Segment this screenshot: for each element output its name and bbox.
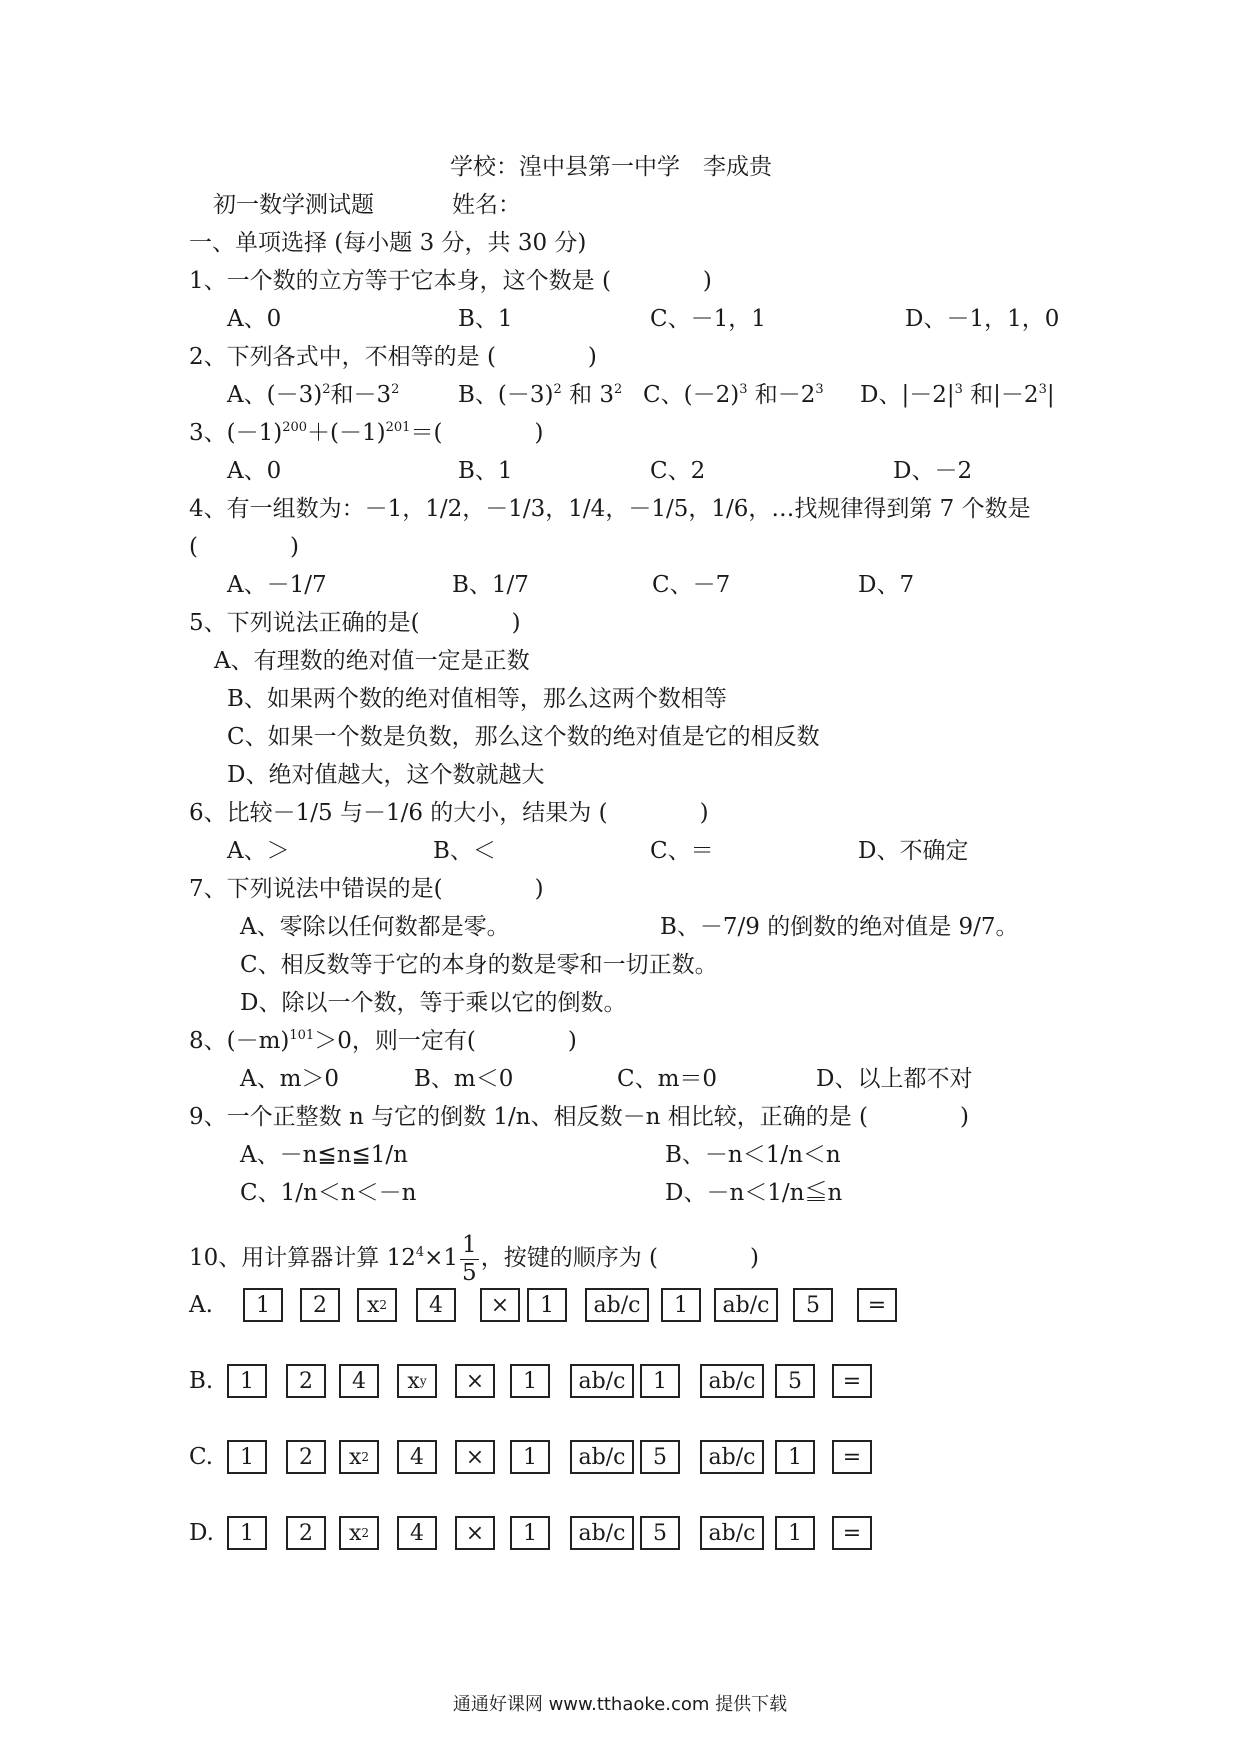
q3-option-b: B、1 [458, 458, 513, 484]
calculator-key: 4 [339, 1364, 379, 1398]
calculator-key: 5 [793, 1288, 833, 1322]
q5-option-d: D、绝对值越大，这个数就越大 [227, 762, 545, 788]
calculator-key: 1 [510, 1516, 550, 1550]
q7-option-c: C、相反数等于它的本身的数是零和一切正数。 [240, 952, 718, 978]
calculator-key: 1 [640, 1364, 680, 1398]
q6-option-d: D、不确定 [858, 838, 969, 864]
q3-option-d: D、－2 [893, 458, 973, 484]
calculator-key: x 2 [357, 1288, 397, 1322]
calculator-key: 4 [397, 1440, 437, 1474]
calculator-key: ab/c [700, 1364, 764, 1398]
calculator-key: × [455, 1364, 495, 1398]
calculator-key: × [480, 1288, 520, 1322]
q10-option-label: C. [189, 1444, 214, 1470]
q4-option-a: A、－1/7 [227, 572, 327, 598]
question-3-stem: 3、$(-1)^{200}+(-1)^{201}=$( ) [189, 420, 544, 446]
footer-credit: 通通好课网 www.tthaoke.com 提供下载 [452, 1694, 788, 1715]
calculator-key: x 2 [339, 1440, 379, 1474]
calculator-key: ab/c [700, 1516, 764, 1550]
q5-option-a: A、有理数的绝对值一定是正数 [214, 648, 530, 674]
school-line: 学校：湟中县第一中学 李成贵 [450, 154, 772, 180]
q8-option-a: A、m＞0 [240, 1066, 340, 1092]
question-4-stem-cont: ( ) [189, 534, 299, 560]
calculator-key: = [857, 1288, 897, 1322]
test-title: 初一数学测试题 [213, 192, 374, 218]
q3-option-a: A、0 [227, 458, 282, 484]
calculator-key: 5 [775, 1364, 815, 1398]
calculator-key: 1 [510, 1440, 550, 1474]
q2-option-c: C、$(-2)^3$ 和$-2^3$ [643, 382, 824, 408]
calculator-key: 2 [286, 1440, 326, 1474]
calculator-key: x 2 [339, 1516, 379, 1550]
q8-option-b: B、m＜0 [414, 1066, 514, 1092]
calculator-key: 4 [416, 1288, 456, 1322]
q4-option-c: C、－7 [652, 572, 731, 598]
calculator-key: 1 [527, 1288, 567, 1322]
q9-option-b: B、－n＜1/n＜n [665, 1142, 841, 1168]
q8-option-c: C、m＝0 [617, 1066, 718, 1092]
calculator-key: 1 [227, 1440, 267, 1474]
calculator-key: 2 [286, 1364, 326, 1398]
q3-option-c: C、2 [650, 458, 706, 484]
calculator-key: 1 [510, 1364, 550, 1398]
calculator-key: ab/c [570, 1440, 634, 1474]
q6-option-a: A、＞ [227, 838, 290, 864]
calculator-key: = [832, 1364, 872, 1398]
calculator-key: 1 [661, 1288, 701, 1322]
q8-option-d: D、以上都不对 [816, 1066, 973, 1092]
q10-option-label: B. [189, 1368, 214, 1394]
section-heading: 一、单项选择 (每小题 3 分，共 30 分) [189, 230, 587, 256]
q2-option-d: D、$|-2|^3$ 和$|-2^3|$ [860, 382, 1055, 408]
q4-option-b: B、1/7 [452, 572, 529, 598]
calculator-key: × [455, 1440, 495, 1474]
calculator-key: ab/c [714, 1288, 778, 1322]
q9-option-a: A、－n≦n≦1/n [240, 1142, 408, 1168]
calculator-key: ab/c [585, 1288, 649, 1322]
question-10-stem: 10、用计算器计算 $12^4\times 1$ $\frac{1}{5}$ ，按键的顺序为 ( ) [189, 1231, 759, 1286]
question-7-stem: 7、下列说法中错误的是( ) [189, 876, 544, 902]
q1-option-b: B、1 [458, 306, 513, 332]
calculator-key: 1 [775, 1516, 815, 1550]
calculator-key: ab/c [570, 1364, 634, 1398]
q1-option-c: C、－1，1 [650, 306, 766, 332]
calculator-key: 5 [640, 1516, 680, 1550]
question-6-stem: 6、比较－1/5 与－1/6 的大小，结果为 ( ) [189, 800, 709, 826]
question-4-stem: 4、有一组数为：－1，1/2，－1/3，1/4，－1/5，1/6，…找规律得到第 7 个数是 [189, 496, 1031, 522]
question-1-stem: 1、一个数的立方等于它本身，这个数是 ( ) [189, 268, 712, 294]
calculator-key: × [455, 1516, 495, 1550]
question-9-stem: 9、一个正整数 n 与它的倒数 1/n、相反数－n 相比较，正确的是 ( ) [189, 1104, 969, 1130]
q1-option-a: A、0 [227, 306, 282, 332]
calculator-key: 2 [286, 1516, 326, 1550]
q4-option-d: D、7 [858, 572, 915, 598]
q7-option-b: B、－7/9 的倒数的绝对值是 9/7。 [660, 914, 1019, 940]
calculator-key: ab/c [570, 1516, 634, 1550]
mixed-fraction: $\frac{1}{5}$ [462, 1231, 477, 1286]
calculator-key: = [832, 1516, 872, 1550]
calculator-key: 1 [227, 1516, 267, 1550]
q10-option-label: D. [189, 1520, 214, 1546]
question-5-stem: 5、下列说法正确的是( ) [189, 610, 521, 636]
q5-option-c: C、如果一个数是负数，那么这个数的绝对值是它的相反数 [227, 724, 820, 750]
q2-option-b: B、$(-3)^2$ 和 $3^2$ [458, 382, 623, 408]
name-label: 姓名： [452, 192, 521, 218]
q10-option-label: A. [189, 1292, 213, 1318]
question-8-stem: 8、$(-m)^{101}>0$，则一定有( ) [189, 1028, 577, 1054]
q1-option-d: D、－1，1，0 [905, 306, 1060, 332]
calculator-key: 5 [640, 1440, 680, 1474]
q2-option-a: A、$(-3)^2$和$-3^2$ [227, 382, 400, 408]
q6-option-c: C、＝ [650, 838, 714, 864]
q9-option-d: D、－n＜1/n≦n [665, 1180, 843, 1206]
calculator-key: 4 [397, 1516, 437, 1550]
calculator-key: 1 [775, 1440, 815, 1474]
calculator-key: x y [397, 1364, 437, 1398]
calculator-key: 2 [300, 1288, 340, 1322]
calculator-key: ab/c [700, 1440, 764, 1474]
calculator-key: 1 [227, 1364, 267, 1398]
calculator-key: 1 [243, 1288, 283, 1322]
calculator-key: = [832, 1440, 872, 1474]
q6-option-b: B、＜ [433, 838, 496, 864]
q7-option-a: A、零除以任何数都是零。 [240, 914, 510, 940]
q5-option-b: B、如果两个数的绝对值相等，那么这两个数相等 [227, 686, 727, 712]
q7-option-d: D、除以一个数，等于乘以它的倒数。 [240, 990, 627, 1016]
q9-option-c: C、1/n＜n＜－n [240, 1180, 417, 1206]
question-2-stem: 2、下列各式中，不相等的是 ( ) [189, 344, 597, 370]
